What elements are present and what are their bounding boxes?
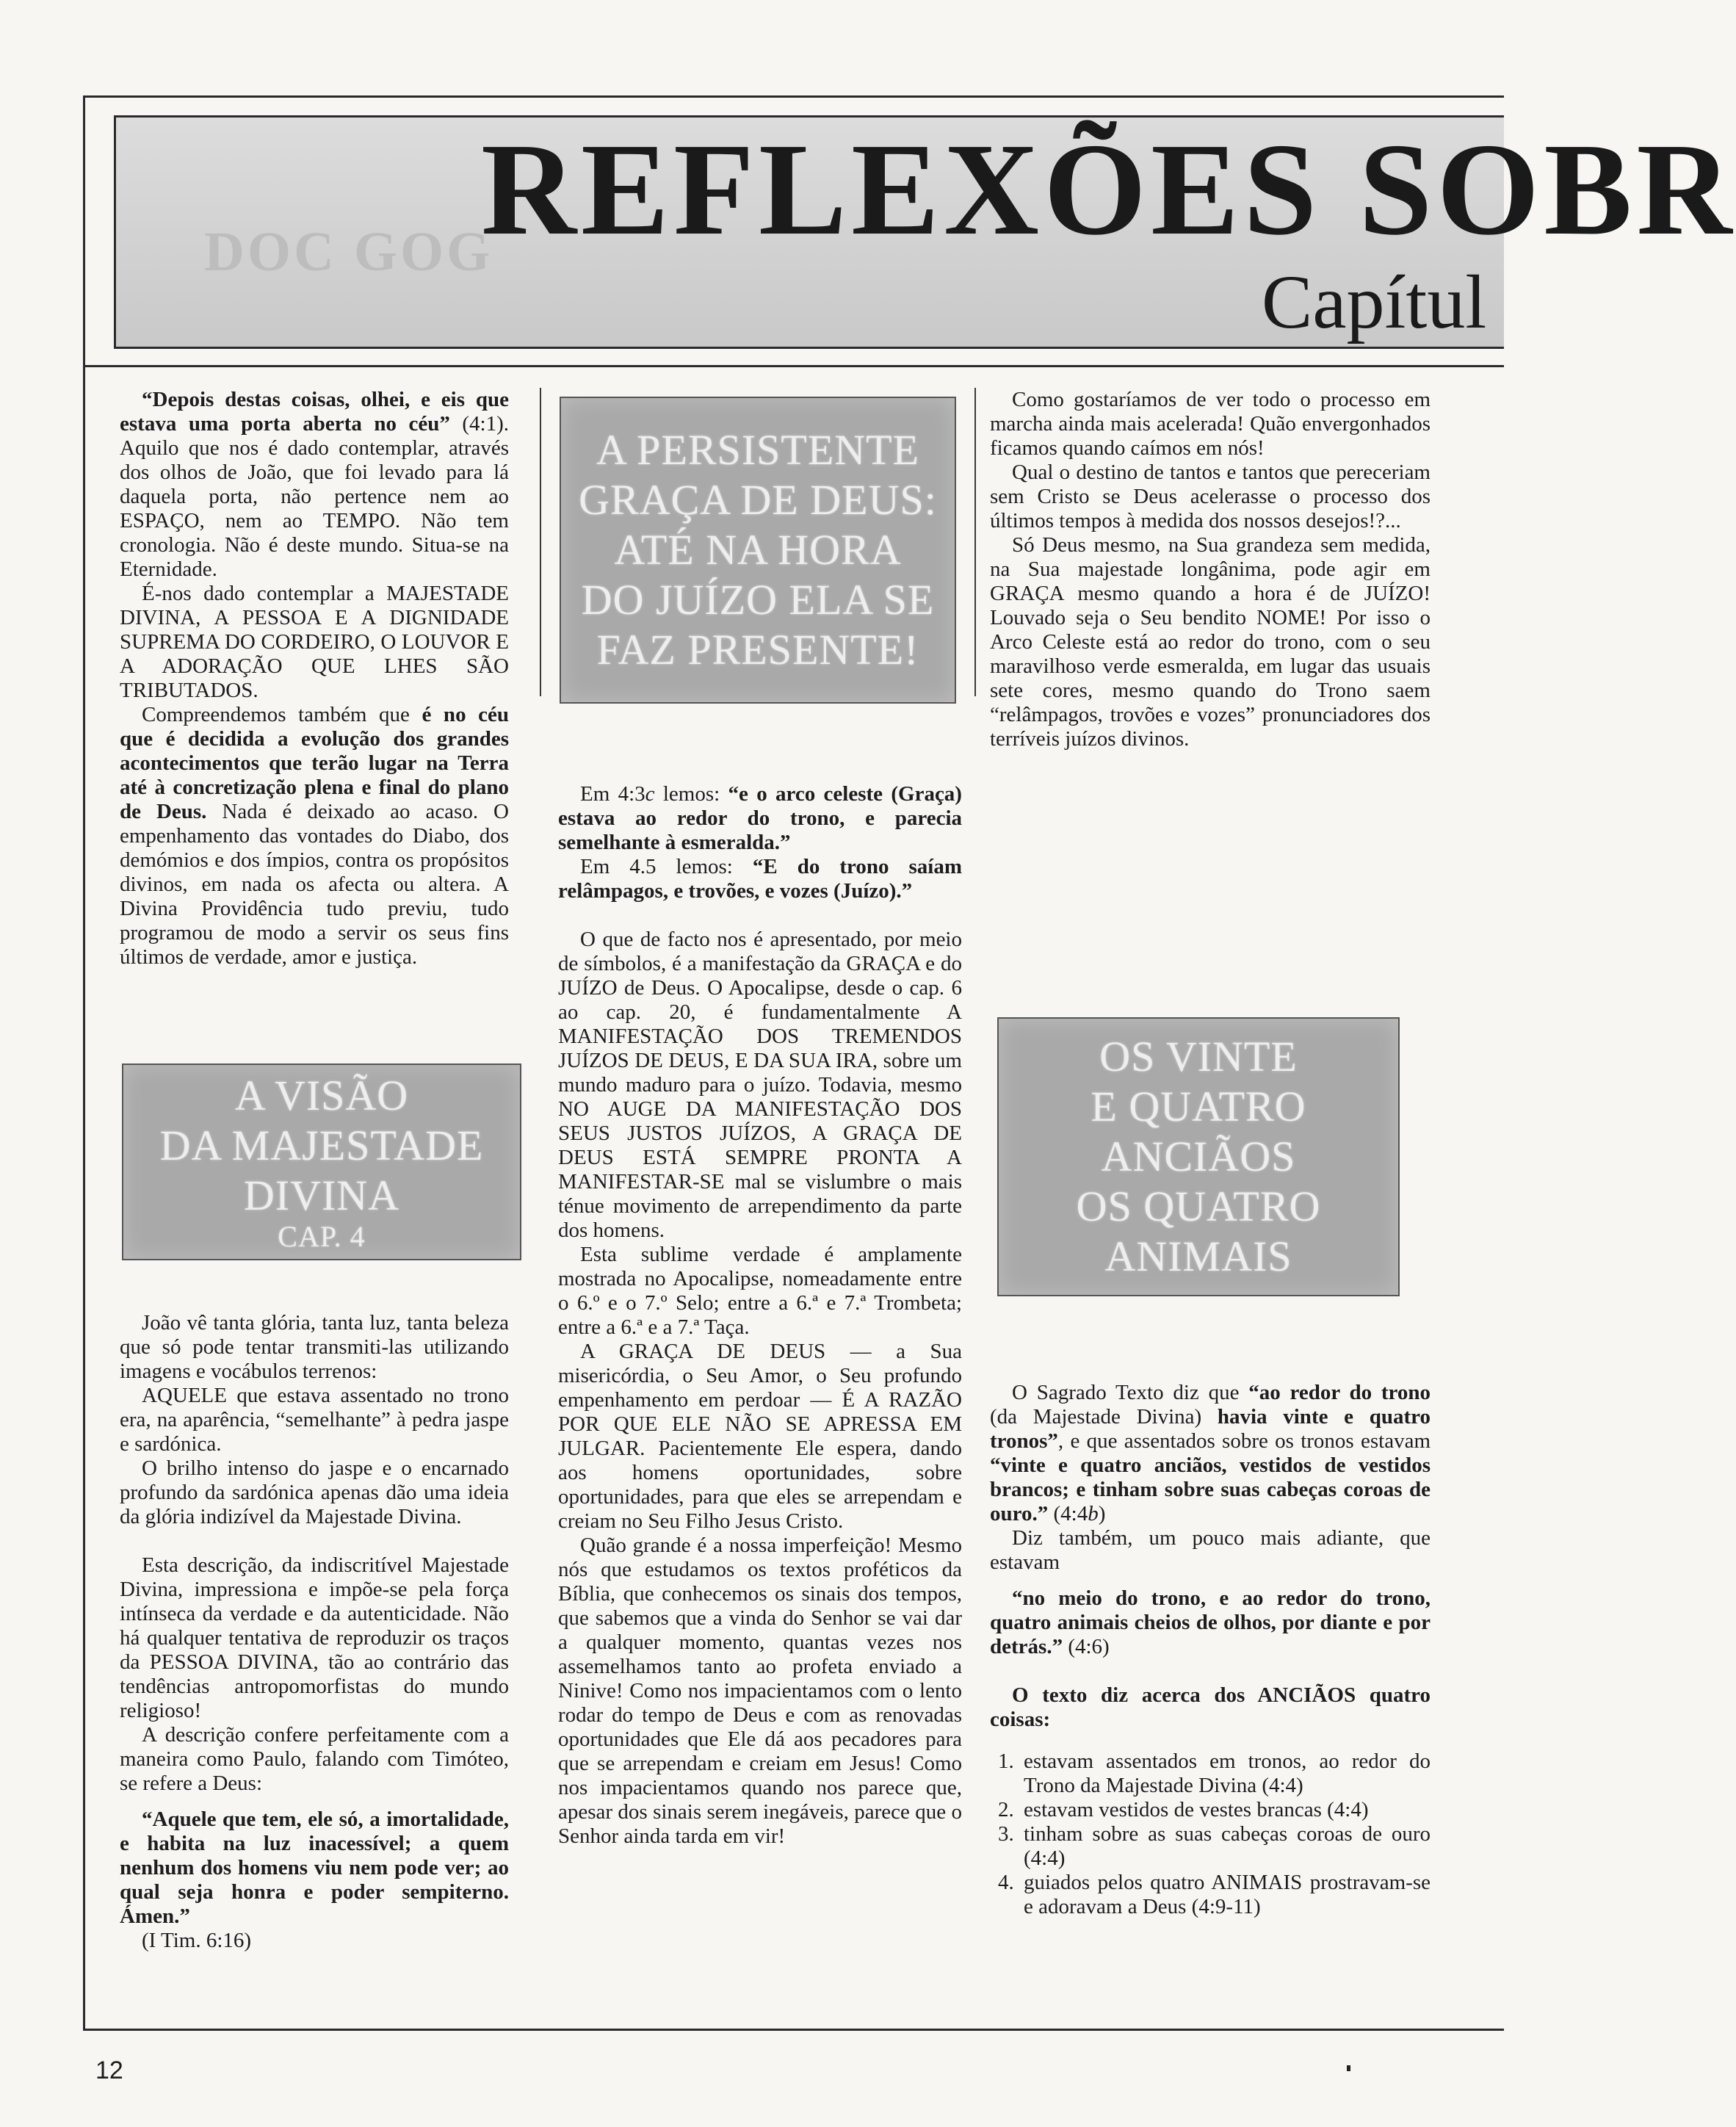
paragraph: É-nos dado contemplar a MAJESTADE DIVINA, A PESSOA E A DIGNIDADE SUPREMA DO CORDEIRO, O LOUVOR E A ADORAÇÃO QUE LHES SÃO TRIBUTADOS. xyxy=(120,582,509,702)
list-item: 1. estavam assentados em tronos, ao redor do Trono da Majestade Divina (4:4) xyxy=(1019,1749,1431,1798)
italic-run: b xyxy=(1088,1502,1099,1525)
box-line: GRAÇA DE DEUS: xyxy=(579,476,937,524)
paragraph xyxy=(558,855,962,903)
quote-reference: (I Tim. 6:16) xyxy=(142,1929,252,1952)
box-line: DIVINA xyxy=(243,1171,400,1219)
paragraph: A descrição confere perfeitamente com a maneira como Paulo, falando com Timóteo, se refere a Deus: xyxy=(120,1723,509,1795)
block-quote: AQUELE que estava assentado no trono era, na aparência, “semelhante” à pedra jaspe e sardónica. xyxy=(120,1384,509,1456)
text-run: Em 4:3 xyxy=(580,782,645,806)
paragraph: Esta descrição, da indiscritível Majestade Divina, impressiona e impõe-se pela força intínseca da verdade e da autenticidade. Não há qualquer tentativa de reproduzir os traços da PESSOA DIVINA, tão ao contrário das tendências antropomorfistas do mundo religioso! xyxy=(120,1553,509,1722)
paragraph: Como gostaríamos de ver todo o processo em marcha ainda mais acelerada! Quão envergonhados ficamos quando caímos em nós! xyxy=(990,388,1431,460)
text-run: Em 4.5 lemos: xyxy=(580,855,753,878)
bold-run: “Aquele que tem, ele só, a imortalidade, e habita na luz inacessível; a quem nenhum dos homens viu nem pode ver; ao qual seja honra e poder sempiterno. Ámen.” xyxy=(120,1808,509,1928)
box-line: A VISÃO xyxy=(234,1072,409,1119)
intro-quote: “Depois destas coisas, olhei, e eis que estava uma porta aberta no céu” xyxy=(120,388,509,436)
header-rule xyxy=(83,365,1504,367)
column-right-lower xyxy=(990,1381,1431,1919)
italic-run: c xyxy=(645,782,655,806)
bold-run: “e o arco celeste (Graça) estava ao redor do trono, e parecia semelhante à esmeralda.” xyxy=(558,782,962,854)
paragraph: Esta sublime verdade é amplamente mostrada no Apocalipse, nomeadamente entre o 6.º e o 7.º Selo; entre a 6.ª e 7.ª Trombeta; entre a 6.ª e a 7.ª Taça. xyxy=(558,1243,962,1339)
column-left-lower xyxy=(120,1311,509,1953)
list-item: 4. guiados pelos quatro ANIMAIS prostravam-se e adoravam a Deus (4:9-11) xyxy=(1019,1871,1431,1919)
paragraph: João vê tanta glória, tanta luz, tanta beleza que só pode tentar transmiti-las utilizando imagens e vocábulos terrenos: xyxy=(120,1311,509,1383)
paragraph xyxy=(120,703,509,969)
bold-run: havia vinte e quatro tronos” xyxy=(990,1405,1431,1453)
header-ghost-text: DOC GOG xyxy=(204,221,493,283)
column-right xyxy=(990,388,1431,751)
paragraph: Quão grande é a nossa imperfeição! Mesmo nós que estudamos os textos proféticos da Bíblia, que conhecemos os sinais dos tempos, que sabemos que a vinda do Senhor se vai dar a qualquer momento, quantas vezes nos assemelhamos tanto ao profeta enviado a Ninive! Como nos impacientamos com o lento rodar do tempo de Deus e com as renovadas oportunidades que Ele dá aos pecadores para que se arrependam e creiam em Jesus! Como nos impacientamos quando nos parece que, apesar dos sinais serem inegáveis, parece que o Senhor ainda tarda em vir! xyxy=(558,1534,962,1848)
box-line: ANCIÃOS xyxy=(1101,1133,1296,1180)
text-run: Nada é deixado ao acaso. O empenhamento das vontades do Diabo, dos demómios e dos ímpios, contra os propósitos divinos, em nada os afecta ou altera. A Divina Providência tudo previu, tudo programou de modo a servir os seus fins últimos de verdade, amor e justiça. xyxy=(120,800,509,969)
bold-run: é no céu que é decidida a evolução dos grandes acontecimentos que terão lugar na Terra até à concretização plena e final do plano de Deus. xyxy=(120,703,509,823)
box-line: E QUATRO xyxy=(1091,1083,1306,1130)
section-box-graca xyxy=(560,397,956,704)
box-line: OS VINTE xyxy=(1099,1033,1298,1080)
list-heading xyxy=(990,1683,1431,1732)
box-line: A PERSISTENTE xyxy=(596,426,919,474)
column-middle xyxy=(558,782,962,1849)
box-line: DO JUÍZO ELA SE xyxy=(581,576,935,624)
text-run: , e que assentados sobre os tronos estavam xyxy=(1057,1429,1431,1453)
print-mark xyxy=(1347,2065,1350,2071)
text-run: Compreendemos também que xyxy=(142,703,422,726)
chapter-subtitle: Capítul xyxy=(1262,260,1487,344)
bold-run: “ao redor do trono xyxy=(1248,1381,1431,1404)
text-run: (4:6) xyxy=(1063,1635,1110,1658)
block-quote-bold xyxy=(120,1808,509,1929)
paragraph: Só Deus mesmo, na Sua grandeza sem medida, na Sua majestade longânima, pode agir em GRAÇA mesmo quando a hora é de JUÍZO! Louvado seja o Seu bendito NOME! Por isso o Arco Celeste está ao redor do trono, com o seu maravilhoso verde esmeralda, em lugar das usuais sete cores, mesmo quando do Trono saem “relâmpagos, trovões e vozes” pronunciadores dos terríveis juízos divinos. xyxy=(990,533,1431,751)
page-number: 12 xyxy=(95,2056,123,2084)
box-line: ATÉ NA HORA xyxy=(614,526,902,574)
intro-ref: (4:1). xyxy=(449,412,509,436)
text-run: lemos: xyxy=(654,782,728,806)
list-item: 3. tinham sobre as suas cabeças coroas de ouro (4:4) xyxy=(1019,1822,1431,1871)
paragraph xyxy=(558,782,962,855)
text-run: (da Majestade Divina) xyxy=(990,1405,1218,1429)
list-item: 2. estavam vestidos de vestes brancas (4:4) xyxy=(1019,1798,1431,1822)
intro-paragraph xyxy=(120,388,509,582)
bold-run: “E do trono saíam relâmpagos, e trovões, e vozes (Juízo).” xyxy=(558,855,962,903)
paragraph xyxy=(990,1381,1431,1526)
box-line: FAZ PRESENTE! xyxy=(596,626,919,674)
page-title: REFLEXÕES SOBR xyxy=(481,116,1736,262)
box-line: DA MAJESTADE xyxy=(159,1122,484,1169)
block-quote: O brilho intenso do jaspe e o encarnado profundo da sardónica apenas dão uma ideia da glória indizível da Majestade Divina. xyxy=(120,1456,509,1528)
paragraph: O que de facto nos é apresentado, por meio de símbolos, é a manifestação da GRAÇA e do JUÍZO de Deus. O Apocalipse, desde o cap. 6 ao cap. 20, é fundamentalmente A MANIFESTAÇÃO DOS TREMENDOS JUÍZOS DE DEUS, E DA SUA IRA, sobre um mundo maduro para o juízo. Todavia, mesmo NO AUGE DA MANIFESTAÇÃO DOS SEUS JUSTOS JUÍZOS, A GRAÇA DE DEUS ESTÁ SEMPRE PRONTA A MANIFESTAR-SE mal se vislumbre o mais ténue movimento de arrependimento da parte dos homens. xyxy=(558,928,962,1242)
text-run: ) xyxy=(1098,1502,1106,1525)
bold-run: “vinte e quatro anciãos, vestidos de vestidos brancos; e tinham sobre suas cabeças coroas de ouro.” xyxy=(990,1453,1431,1525)
section-box-ancioes xyxy=(997,1017,1400,1296)
column-left xyxy=(120,388,509,969)
paragraph: A GRAÇA DE DEUS — a Sua misericórdia, o Seu Amor, o Seu profundo empenhamento em perdoar — É A RAZÃO POR QUE ELE NÃO SE APRESSA EM JULGAR. Pacientemente Ele espera, dando aos homens oportunidades, sobre oportunidades, para que eles se arrependam e creiam no Seu Filho Jesus Cristo. xyxy=(558,1340,962,1533)
paragraph: Qual o destino de tantos e tantos que pereceriam sem Cristo se Deus acelerasse o processo dos últimos tempos à medida dos nossos desejos!?... xyxy=(990,461,1431,532)
ancioes-list xyxy=(990,1749,1431,1919)
box-line: OS QUATRO xyxy=(1076,1182,1321,1230)
box-line: ANIMAIS xyxy=(1104,1232,1292,1280)
text-run: (4:4 xyxy=(1048,1502,1088,1525)
box-line: CAP. 4 xyxy=(278,1220,366,1253)
paragraph: Diz também, um pouco mais adiante, que estavam xyxy=(990,1526,1431,1574)
intro-rest: Aquilo que nos é dado contemplar, através dos olhos de João, que foi levado para lá daquela porta, não pertence nem ao ESPAÇO, nem ao TEMPO. Não tem cronologia. Não é deste mundo. Situa-se na Eternidade. xyxy=(120,436,509,581)
bold-run: “no meio do trono, e ao redor do trono, quatro animais cheios de olhos, por diante e por detrás.” xyxy=(990,1586,1431,1658)
text-run: O Sagrado Texto diz que xyxy=(1012,1381,1249,1404)
block-quote-bold xyxy=(990,1586,1431,1659)
section-box-visao xyxy=(122,1064,521,1260)
column-divider xyxy=(974,388,976,696)
column-divider xyxy=(540,388,541,696)
bold-run: O texto diz acerca dos ANCIÃOS quatro coisas: xyxy=(990,1683,1431,1731)
